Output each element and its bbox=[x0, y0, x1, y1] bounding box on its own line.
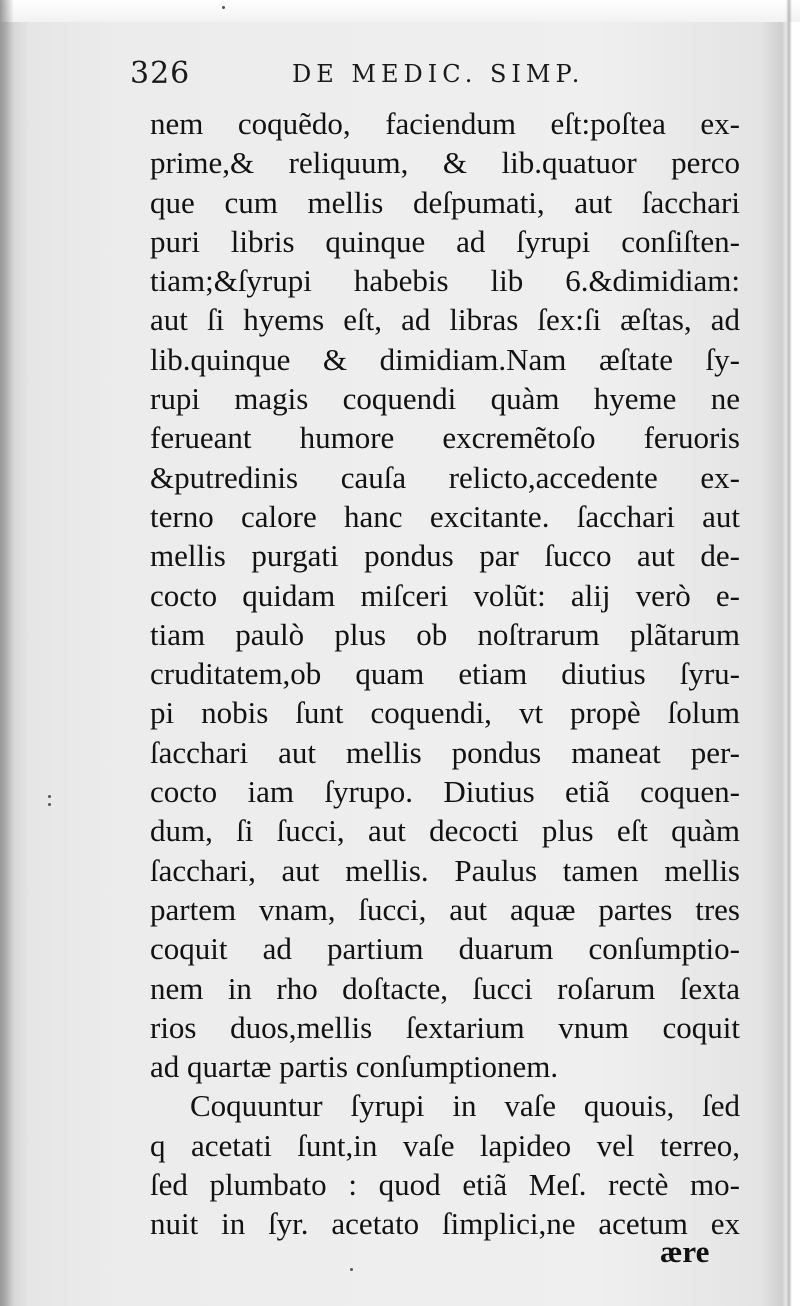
text-line: mellis purgati pondus par ſucco aut de- bbox=[150, 538, 740, 574]
paper-speck bbox=[350, 1268, 353, 1271]
text-line: pi nobis ſunt coquendi, vt propè ſolum bbox=[150, 695, 740, 731]
text-line: cruditatem,ob quam etiam diutius ſyru- bbox=[150, 656, 740, 692]
text-line: nuit in ſyr. acetato ſimplici,ne acetum ex bbox=[150, 1206, 740, 1242]
running-head: DE MEDIC. SIMP. bbox=[292, 60, 585, 88]
text-line: tiam;&ſyrupi habebis lib 6.&dimidiam: bbox=[150, 263, 740, 299]
text-line: tiam paulò plus ob noſtrarum plãtarum bbox=[150, 616, 740, 652]
text-line: ſed plumbato : quod etiã Meſ. rectè mo- bbox=[150, 1167, 740, 1203]
text-line: lib.quinque & dimidiam.Nam æſtate ſy- bbox=[150, 341, 740, 377]
text-line: partem vnam, ſucci, aut aquæ partes tres bbox=[150, 891, 740, 927]
page-header bbox=[130, 56, 650, 96]
catchword: ære bbox=[660, 1234, 710, 1269]
page-number: 326 bbox=[130, 56, 191, 91]
text-line: &putredinis cauſa relicto,accedente ex- bbox=[150, 459, 740, 495]
text-line: rupi magis coquendi quàm hyeme ne bbox=[150, 381, 740, 417]
text-line: aut ſi hyems eſt, ad libras ſex:ſi æſtas, ad bbox=[150, 302, 740, 338]
text-block bbox=[150, 104, 740, 1244]
text-line: ſacchari aut mellis pondus maneat per- bbox=[150, 734, 740, 770]
text-line: puri libris quinque ad ſyrupi conſiſten- bbox=[150, 223, 740, 259]
paper-speck bbox=[48, 803, 51, 806]
text-line: prime,& reliquum, & lib.quatuor perco bbox=[150, 145, 740, 181]
text-line: rios duos,mellis ſextarium vnum coquit bbox=[150, 1009, 740, 1045]
text-line-paragraph-start: Coquuntur ſyrupi in vaſe quouis, ſed bbox=[190, 1088, 740, 1124]
text-line: coquit ad partium duarum conſumptio- bbox=[150, 931, 740, 967]
text-line: cocto quidam miſceri volũt: alij verò e- bbox=[150, 577, 740, 613]
text-line: nem in rho doſtacte, ſucci roſarum ſexta bbox=[150, 970, 740, 1006]
text-line: ad quartæ partis conſumptionem. bbox=[150, 1049, 559, 1085]
text-line: cocto iam ſyrupo. Diutius etiã coquen- bbox=[150, 774, 740, 810]
text-line: ſacchari, aut mellis. Paulus tamen mellis bbox=[150, 852, 740, 888]
text-line: q acetati ſunt,in vaſe lapideo vel terreo, bbox=[150, 1127, 740, 1163]
text-line: terno calore hanc excitante. ſacchari aut bbox=[150, 498, 740, 534]
text-line: ferueant humore excremẽtoſo feruoris bbox=[150, 420, 740, 456]
page-edge-shadow bbox=[0, 0, 14, 1306]
text-line: nem coquẽdo, faciendum eſt:poſtea ex- bbox=[150, 106, 740, 141]
text-line: que cum mellis deſpumati, aut ſacchari bbox=[150, 184, 740, 220]
text-line: dum, ſi ſucci, aut decocti plus eſt quàm bbox=[150, 813, 740, 849]
paper-speck bbox=[48, 795, 51, 798]
paper-speck bbox=[222, 6, 225, 9]
